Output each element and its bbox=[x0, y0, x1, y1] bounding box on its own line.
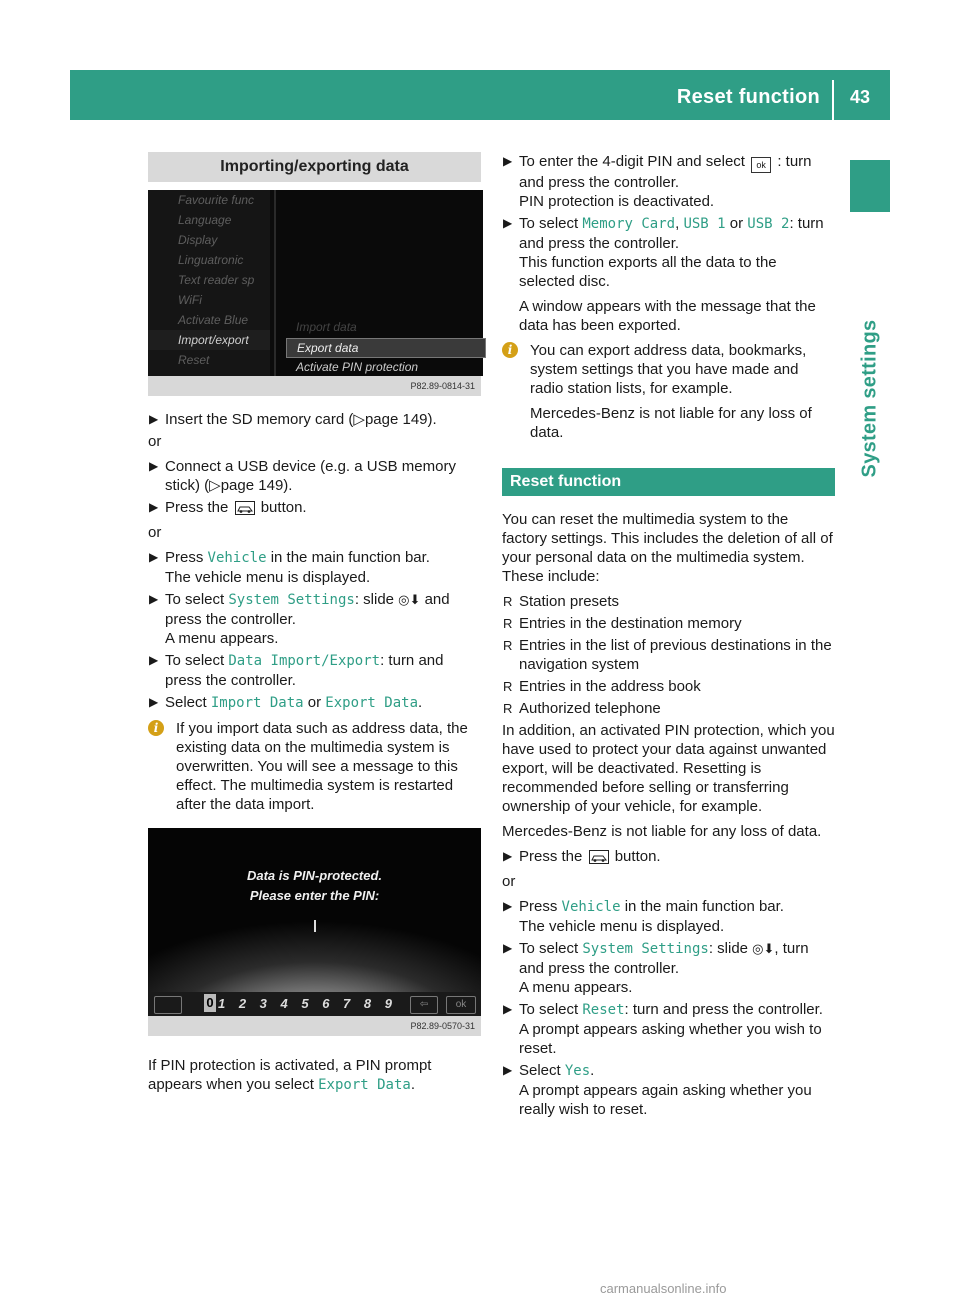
instruction-step: ▶ To select System Settings: slide ◎⬇, turn and press the controller. A menu appears. bbox=[503, 940, 809, 996]
step-arrow-icon: ▶ bbox=[149, 412, 159, 426]
menu-term: Import Data bbox=[210, 695, 304, 711]
bullet-icon: R bbox=[503, 616, 513, 631]
instruction-step: ▶ Press Vehicle in the main function bar. The vehicle menu is displayed. bbox=[503, 898, 784, 935]
menu-term: Data Import/Export bbox=[228, 653, 381, 669]
controller-slide-icon: ◎⬇ bbox=[752, 941, 775, 956]
text-cursor bbox=[314, 920, 316, 932]
paragraph: Mercedes-Benz is not liable for any loss of data. bbox=[502, 823, 822, 840]
vehicle-button-icon bbox=[235, 501, 255, 520]
screen-menu-list bbox=[148, 190, 270, 376]
menu-term: Vehicle bbox=[207, 550, 267, 566]
section-tab-marker bbox=[850, 160, 890, 212]
step-arrow-icon: ▶ bbox=[503, 849, 513, 863]
figure-caption: P82.89-0570-31 bbox=[148, 1016, 481, 1036]
instruction-step: ▶ To select Reset: turn and press the controller. A prompt appears asking whether you wish to reset. bbox=[503, 1001, 823, 1057]
controller-slide-icon: ◎⬇ bbox=[398, 592, 421, 607]
screenshot-pin-prompt bbox=[148, 828, 481, 1036]
step-arrow-icon: ▶ bbox=[149, 550, 159, 564]
or-text: or bbox=[502, 873, 516, 890]
pin-message-line2: Please enter the PIN: bbox=[249, 888, 380, 903]
instruction-step: ▶ Press the button. bbox=[502, 847, 835, 869]
or-text: or bbox=[148, 524, 162, 541]
bullet-icon: R bbox=[503, 638, 513, 653]
info-note: i If you import data such as address data, the existing data on the multimedia system is overwritten. You will see a message to this effect. The multimedia system is restarted after the data import. bbox=[148, 719, 481, 814]
info-icon: i bbox=[502, 342, 518, 358]
screen-menu-item: Favourite func bbox=[178, 193, 255, 207]
info-icon: i bbox=[148, 720, 164, 736]
screen-menu-item: Linguatronic bbox=[178, 253, 244, 267]
vehicle-button-icon bbox=[589, 850, 609, 869]
left-column bbox=[148, 152, 481, 1101]
screenshot-system-settings-menu bbox=[148, 190, 481, 396]
screen-menu-item-selected: Import/export bbox=[148, 330, 270, 350]
bullet-icon: R bbox=[503, 594, 513, 609]
instruction-step: ▶ Insert the SD memory card (▷page 149). bbox=[149, 411, 437, 428]
screen-menu-item: WiFi bbox=[178, 293, 202, 307]
step-arrow-icon: ▶ bbox=[503, 154, 513, 168]
step-arrow-icon: ▶ bbox=[149, 592, 159, 606]
instruction-step: ▶ Connect a USB device (e.g. a USB memory stick) (▷page 149). bbox=[149, 458, 456, 494]
screen-submenu-pin: Activate PIN protection bbox=[296, 360, 419, 374]
instruction-step: ▶ To select Memory Card, USB 1 or USB 2: turn and press the controller. This function exports all the data to the selected disc. A window appears with the message that the data has been exported. bbox=[503, 215, 824, 334]
menu-term: USB 1 bbox=[683, 216, 726, 232]
page-number: 43 bbox=[849, 87, 871, 107]
screen-menu-item: Reset bbox=[178, 353, 210, 367]
menu-term: Export Data bbox=[318, 1077, 411, 1093]
step-arrow-icon: ▶ bbox=[503, 941, 513, 955]
step-arrow-icon: ▶ bbox=[149, 695, 159, 709]
instruction-step: ▶ Press Vehicle in the main function bar. The vehicle menu is displayed. bbox=[149, 549, 430, 586]
list-item: R Authorized telephone bbox=[503, 700, 661, 717]
screen-submenu-export-selected: Export data bbox=[286, 338, 486, 358]
list-item: R Station presets bbox=[503, 593, 620, 610]
instruction-step: ▶ To select Data Import/Export: turn and press the controller. bbox=[149, 652, 444, 689]
menu-term: Reset bbox=[582, 1002, 625, 1018]
instruction-step: ▶ To select System Settings: slide ◎⬇ and press the controller. A menu appears. bbox=[149, 591, 450, 647]
step-arrow-icon: ▶ bbox=[149, 500, 159, 514]
step-arrow-icon: ▶ bbox=[503, 899, 513, 913]
footer-watermark-url: carmanualsonline.info bbox=[600, 1281, 727, 1296]
digit-zero-selected: 0 bbox=[204, 994, 216, 1012]
pin-digits: 1 2 3 4 5 6 7 8 9 bbox=[218, 996, 397, 1011]
paragraph: In addition, an activated PIN protection, which you have used to protect your data against unwanted export, will be deactivated. Resetting is recommended before selling or transferring ownership of your vehicle, for example. bbox=[502, 722, 835, 815]
or-text: or bbox=[148, 433, 162, 450]
backspace-icon: ⇦ bbox=[410, 996, 438, 1014]
list-item: R Entries in the list of previous destinations in the navigation system bbox=[503, 637, 832, 673]
right-column bbox=[502, 152, 835, 1122]
section-side-label: System settings bbox=[858, 319, 881, 477]
bullet-icon: R bbox=[503, 679, 513, 694]
figure-caption: P82.89-0814-31 bbox=[148, 376, 481, 396]
section-heading-import-export: Importing/exporting data bbox=[148, 152, 481, 182]
screen-submenu-panel bbox=[274, 190, 483, 376]
intro-paragraph: You can reset the multimedia system to the factory settings. This includes the deletion of all of your personal data on the multimedia system. These include: bbox=[502, 511, 833, 585]
instruction-step: ▶ Select Yes. A prompt appears again asking whether you really wish to reset. bbox=[503, 1062, 812, 1118]
section-heading-reset: Reset function bbox=[502, 468, 835, 496]
page-ref-arrow-icon: ▷ bbox=[353, 411, 365, 428]
page-ref-arrow-icon: ▷ bbox=[209, 477, 221, 494]
instruction-step: ▶ Select Import Data or Export Data. bbox=[149, 694, 423, 711]
step-arrow-icon: ▶ bbox=[503, 1063, 513, 1077]
screen-menu-item: Language bbox=[178, 213, 232, 227]
list-item: R Entries in the address book bbox=[503, 678, 701, 695]
keyboard-icon bbox=[154, 996, 182, 1014]
screen-submenu-import: Import data bbox=[296, 320, 357, 334]
screen-menu-item: Display bbox=[178, 233, 218, 247]
menu-term: USB 2 bbox=[747, 216, 790, 232]
step-arrow-icon: ▶ bbox=[503, 216, 513, 230]
list-item: R Entries in the destination memory bbox=[503, 615, 742, 632]
instruction-step: ▶ To enter the 4-digit PIN and select ok : turn and press the controller. PIN protection is deactivated. bbox=[503, 153, 812, 210]
menu-term: System Settings bbox=[582, 941, 709, 957]
page-header bbox=[70, 70, 890, 120]
menu-term: System Settings bbox=[228, 592, 355, 608]
instruction-step: ▶ Press the button. bbox=[148, 498, 481, 520]
pin-keypad-bar bbox=[148, 992, 481, 1016]
step-arrow-icon: ▶ bbox=[149, 459, 159, 473]
menu-term: Memory Card bbox=[582, 216, 676, 232]
ok-key-icon: ok bbox=[751, 157, 771, 173]
menu-term: Export Data bbox=[325, 695, 418, 711]
closing-paragraph: If PIN protection is activated, a PIN prompt appears when you select Export Data. bbox=[148, 1057, 432, 1093]
menu-term: Yes bbox=[564, 1063, 591, 1079]
screen-menu-item: Activate Blue bbox=[178, 313, 249, 327]
header-title: Reset function bbox=[676, 86, 820, 108]
step-arrow-icon: ▶ bbox=[503, 1002, 513, 1016]
header-divider bbox=[832, 80, 834, 120]
bullet-icon: R bbox=[503, 701, 513, 716]
ok-key: ok bbox=[446, 996, 476, 1014]
screen-menu-item: Text reader sp bbox=[178, 273, 255, 287]
step-arrow-icon: ▶ bbox=[149, 653, 159, 667]
menu-term: Vehicle bbox=[561, 899, 621, 915]
info-note: i You can export address data, bookmarks, system settings that you have made and radio station lists, for example. Mercedes-Benz is not liable for any loss of data. bbox=[502, 341, 835, 442]
pin-message-line1: Data is PIN-protected. bbox=[246, 868, 383, 883]
